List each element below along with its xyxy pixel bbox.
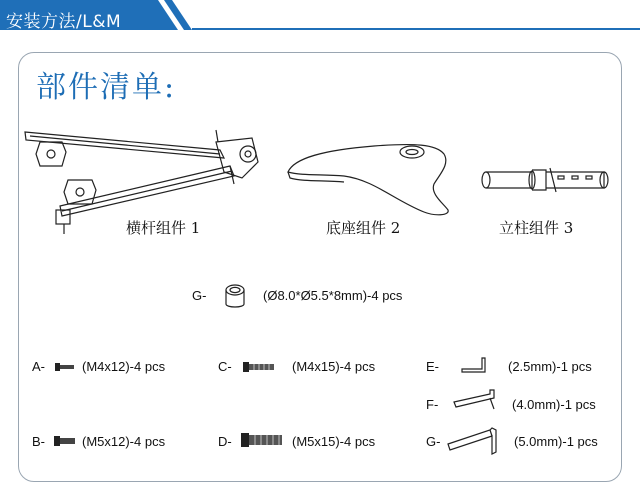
pole-assembly-icon [476, 162, 616, 198]
short-screw-icon [53, 434, 77, 448]
hex-key-icon [460, 356, 490, 374]
part-desc-e: (2.5mm)-1 pcs [508, 359, 592, 374]
panel-title: 部件清单: [36, 70, 177, 105]
part-desc-b: (M5x12)-4 pcs [82, 434, 166, 449]
component-label-arm: 横杆组件 1 [126, 219, 201, 237]
part-code-g: G- [426, 434, 441, 449]
spacer-code: G- [192, 288, 207, 303]
spacer-icon [222, 282, 248, 310]
part-desc-a: (M4x12)-4 pcs [82, 359, 166, 374]
spacer-desc: (Ø8.0*Ø5.5*8mm)-4 pcs [263, 288, 403, 303]
long-screw-icon [240, 431, 284, 449]
component-label-pole: 立柱组件 3 [499, 219, 574, 237]
part-code-c: C- [218, 359, 232, 374]
header-title: 安装方法/L&M [6, 12, 122, 32]
part-desc-c: (M4x15)-4 pcs [292, 359, 376, 374]
base-plate-icon [284, 138, 464, 218]
hex-key-icon [446, 424, 500, 458]
long-screw-icon [242, 361, 276, 373]
component-label-base: 底座组件 2 [326, 219, 401, 237]
hex-key-icon [452, 388, 498, 412]
part-desc-f: (4.0mm)-1 pcs [512, 397, 596, 412]
part-code-a: A- [32, 359, 45, 374]
part-desc-d: (M5x15)-4 pcs [292, 434, 376, 449]
parts-list-panel [18, 52, 622, 482]
short-screw-icon [54, 361, 76, 373]
part-code-d: D- [218, 434, 232, 449]
header-divider [192, 28, 640, 30]
part-code-b: B- [32, 434, 45, 449]
part-code-f: F- [426, 397, 439, 412]
part-code-e: E- [426, 359, 439, 374]
part-desc-g: (5.0mm)-1 pcs [514, 434, 598, 449]
